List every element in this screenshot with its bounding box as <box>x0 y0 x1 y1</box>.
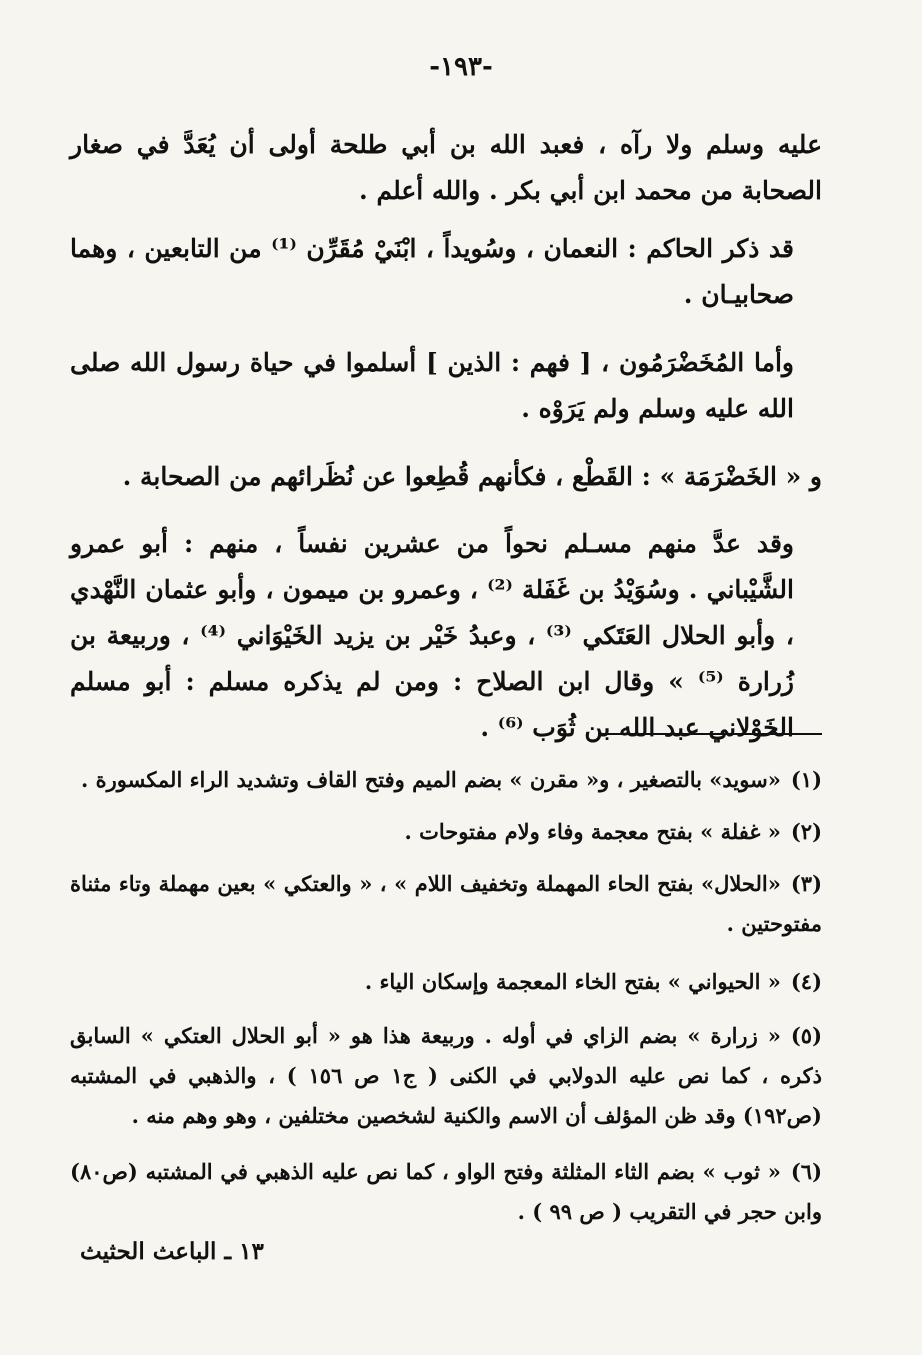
footnote-1 <box>70 760 822 800</box>
paragraph-text: عليه وسلم ولا رآه ، فعبد الله بن أبي طلحة أولى أن يُعَدَّ في صغار الصحابة من محمد ابن أبي بكر . والله أعلم . <box>70 130 822 205</box>
footnote-number: (٥) <box>790 1023 822 1048</box>
footnote-number: (١) <box>790 767 822 792</box>
paragraph-5 <box>70 521 822 751</box>
paragraph-4 <box>70 454 822 500</box>
footnote-text: « ثوب » بضم الثاء المثلثة وفتح الواو ، كما نص عليه الذهبي في المشتبه (ص٨٠) وابن حجر في التقريب ( ص ٩٩ ) . <box>70 1159 822 1224</box>
paragraph-text: و « الخَضْرَمَة » : القَطْع ، فكأنهم قُطِعوا عن نُظَرائهم من الصحابة . <box>122 462 822 491</box>
footnote-5 <box>70 1016 822 1136</box>
footnote-text: «سويد» بالتصغير ، و« مقرن » بضم الميم وفتح القاف وتشديد الراء المكسورة . <box>80 767 781 792</box>
paragraph-1 <box>70 122 822 214</box>
footnote-text: « الحيواني » بفتح الخاء المعجمة وإسكان الياء . <box>364 969 781 994</box>
paragraph-3 <box>70 340 822 432</box>
paragraph-text: قد ذكر الحاكم : النعمان ، وسُويداً ، ابْنَيْ مُقَرِّن ⁽¹⁾ من التابعين ، وهما صحابيـان . <box>70 234 794 309</box>
footnote-separator <box>598 733 822 735</box>
footnote-number: (٢) <box>790 819 822 844</box>
footnote-2 <box>70 812 822 852</box>
footnote-text: « زرارة » بضم الزاي في أوله . وربيعة هذا هو « أبو الحلال العتكي » السابق ذكره ، كما نص عليه الدولابي في الكنى ( ج١ ص ١٥٦ ) ، والذهبي في المشتبه (ص١٩٢) وقد ظن المؤلف أن الاسم والكنية لشخصين مختلفين ، وهو وهم منه . <box>70 1023 822 1128</box>
footnote-text: «الحلال» بفتح الحاء المهملة وتخفيف اللام » ، « والعتكي » بعين مهملة وتاء مثناة مفتوحتين . <box>70 871 822 936</box>
page-number: -١٩٣- <box>429 52 493 82</box>
paragraph-2 <box>70 226 822 318</box>
footnote-text: « غفلة » بفتح معجمة وفاء ولام مفتوحات . <box>404 819 781 844</box>
signature-line: ١٣ ـ الباعث الحثيث <box>80 1238 264 1265</box>
footnote-4 <box>70 962 822 1002</box>
footnote-6 <box>70 1152 822 1232</box>
footnote-number: (٦) <box>790 1159 822 1184</box>
paragraph-text: وأما المُخَضْرَمُون ، [ فهم : الذين ] أسلموا في حياة رسول الله صلى الله عليه وسلم ولم يَرَوْه . <box>70 348 794 423</box>
footnote-number: (٤) <box>790 969 822 994</box>
footnote-3 <box>70 864 822 944</box>
paragraph-text: وقد عدَّ منهم مسـلم نحواً من عشرين نفساً ، منهم : أبو عمرو الشَّيْباني . وسُوَيْدُ بن غَفَلة ⁽²⁾ ، وعمرو بن ميمون ، وأبو عثمان النَّهْدي ، وأبو الحلال العَتَكي ⁽³⁾ ، وعبدُ خَيْر بن يزيد الخَيْوَاني ⁽⁴⁾ ، وربيعة بن زُرارة ⁽⁵⁾ » وقال ابن الصلاح : ومن لم يذكره مسلم : أبو مسلم الخَوْلاني عبد الله بن ثُوَب ⁽⁶⁾ . <box>70 529 794 742</box>
footnote-number: (٣) <box>790 871 822 896</box>
